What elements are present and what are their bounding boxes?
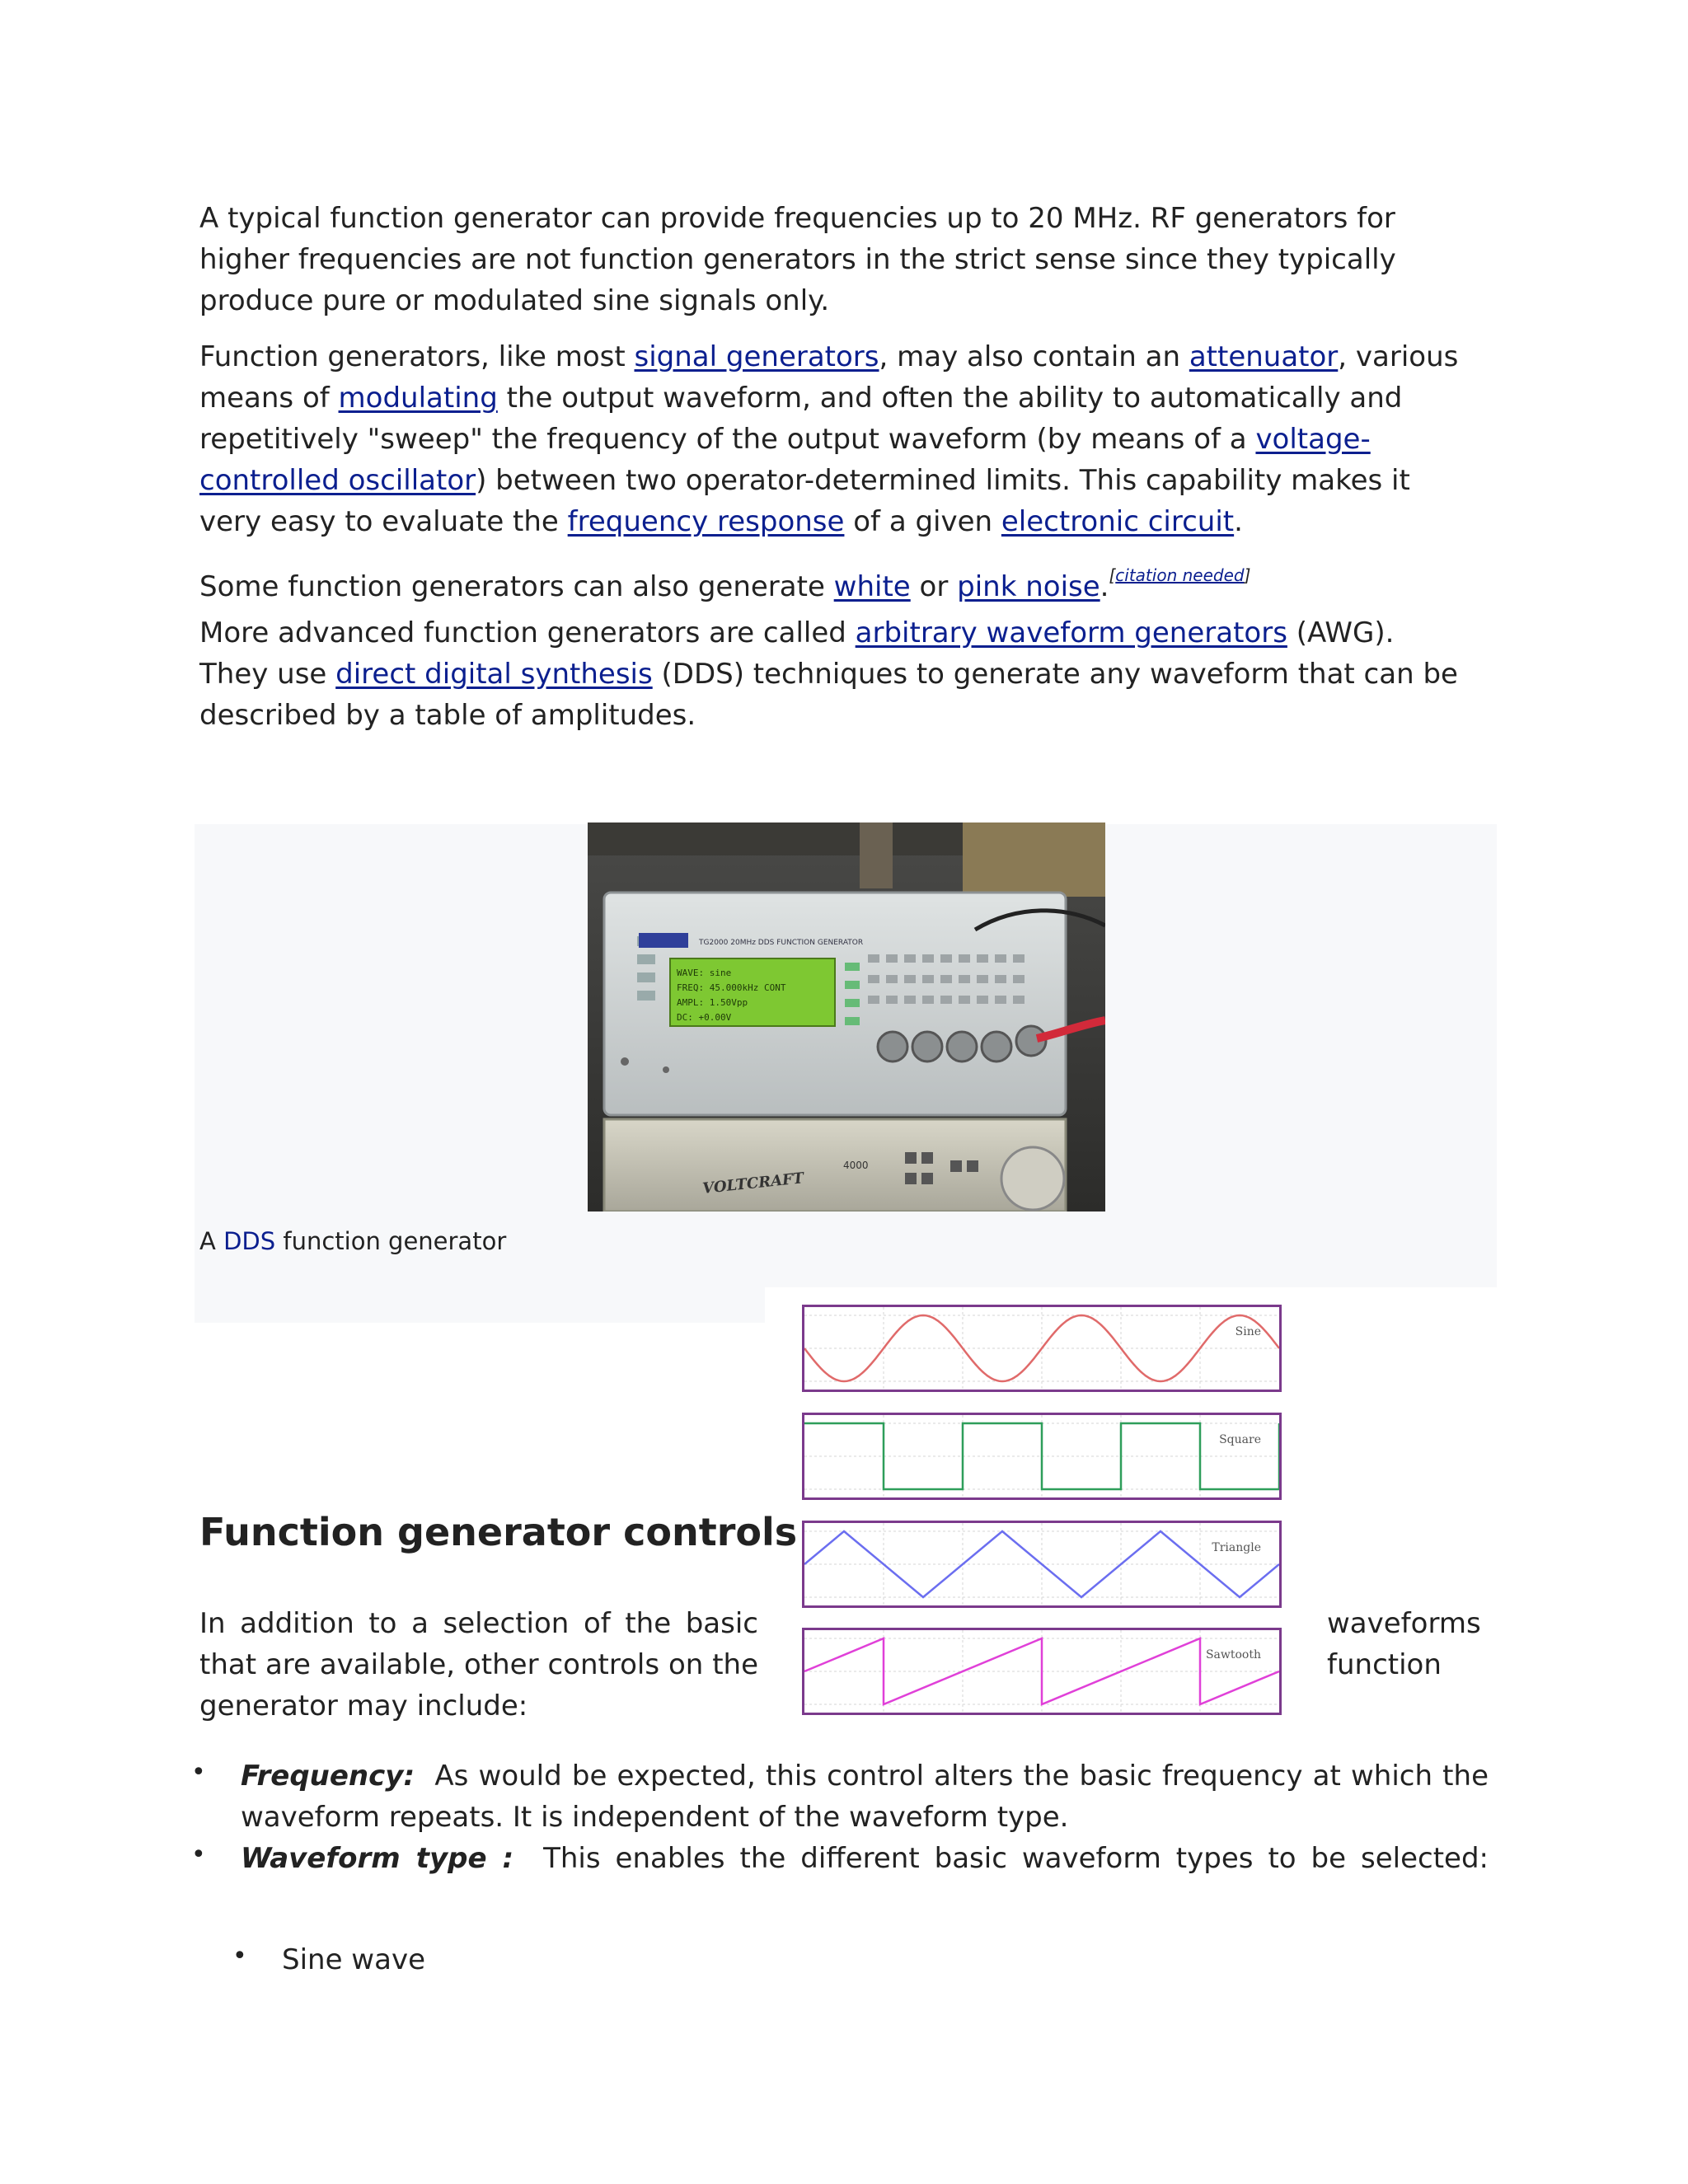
text: More advanced function generators are called [199, 616, 856, 649]
link-dds[interactable]: DDS [223, 1227, 276, 1255]
triangle-waveform-panel [802, 1521, 1282, 1608]
text: . [1100, 570, 1109, 603]
link-signal-generators[interactable]: signal generators [634, 340, 879, 373]
paragraph-noise [199, 555, 1469, 607]
dds-function-generator-photo [588, 823, 1105, 1212]
bullet-term: Frequency: [241, 1760, 415, 1793]
sine-label: Sine [1235, 1325, 1261, 1338]
link-pink-noise[interactable]: pink noise [957, 570, 1100, 603]
bullet-body: This enables the different basic waveform types to be selected: [543, 1842, 1489, 1875]
square-waveform-plot [804, 1415, 1279, 1497]
paragraph-awg [199, 612, 1469, 736]
text: . [1234, 505, 1243, 538]
link-citation-needed[interactable]: citation needed [1115, 565, 1245, 585]
bullet-term: Waveform type : [241, 1842, 514, 1875]
photo-caption: A DDS function generator [199, 1227, 507, 1255]
link-frequency-response[interactable]: frequency response [567, 505, 845, 538]
sawtooth-waveform-plot [804, 1630, 1279, 1713]
square-waveform-panel [802, 1413, 1282, 1500]
triangle-waveform-plot [804, 1523, 1279, 1605]
text: the output waveform, and often the ability to automatically and repetitively "sweep" the frequency of the output waveform (by means of a [199, 382, 1403, 456]
sawtooth-label: Sawtooth [1205, 1648, 1261, 1661]
bullet-waveform-type [241, 1838, 1489, 1879]
link-voltage-controlled-oscillator[interactable]: voltage-controlled oscillator [199, 423, 1371, 497]
text: (DDS) techniques to generate any waveform that can be described by a table of amplitudes. [199, 658, 1458, 732]
svg-text:DC: +0.00V: DC: +0.00V [677, 1012, 732, 1023]
bullet-dot: • [191, 1840, 206, 1869]
svg-text:4000: 4000 [843, 1160, 869, 1171]
bullet-frequency [241, 1755, 1489, 1838]
section-heading: Function generator controls [199, 1510, 798, 1554]
citation-needed: [citation needed] [1109, 565, 1251, 585]
sine-waveform-plot [804, 1307, 1279, 1390]
text: , various means of [199, 340, 1459, 415]
intro-line-2: that are available, other controls on the [199, 1648, 758, 1681]
photo-illustration [588, 823, 1105, 1212]
link-direct-digital-synthesis[interactable]: direct digital synthesis [335, 658, 653, 691]
subbullet-dot: • [232, 1942, 247, 1971]
intro-line-1: In addition to a selection of the basic [199, 1607, 758, 1640]
link-attenuator[interactable]: attenuator [1189, 340, 1339, 373]
paragraph-function-generator-features [199, 336, 1469, 542]
link-white[interactable]: white [833, 570, 911, 603]
text: of a given [844, 505, 1001, 538]
intro-right-2: function [1327, 1648, 1442, 1681]
bullet-body: As would be expected, this control alters the basic frequency at which the waveform repeats. It is independent of the waveform type. [241, 1760, 1489, 1834]
svg-text:TG2000 20MHz DDS FUNCTION GENE: TG2000 20MHz DDS FUNCTION GENERATOR [699, 939, 864, 947]
link-modulating[interactable]: modulating [338, 382, 498, 415]
text: (AWG). They use [199, 616, 1395, 691]
svg-text:FREQ: 45.000kHz CONT: FREQ: 45.000kHz CONT [677, 982, 786, 993]
sawtooth-waveform-panel [802, 1628, 1282, 1715]
intro-right-1: waveforms [1327, 1607, 1481, 1640]
text: ) between two operator-determined limits. This capability makes it very easy to evaluate the [199, 464, 1410, 538]
intro-line-3: generator may include: [199, 1690, 528, 1722]
paragraph-rf-generators: A typical function generator can provide frequencies up to 20 MHz. RF generators for higher frequencies are not function generators in the strict sense since they typically produce pure or modulated sine signals only. [199, 202, 1396, 317]
svg-text:AMPL: 1.50Vpp: AMPL: 1.50Vpp [677, 997, 748, 1008]
link-arbitrary-waveform-generators[interactable]: arbitrary waveform generators [855, 616, 1287, 649]
text: Some function generators can also generate [199, 570, 834, 603]
svg-text:WAVE: sine: WAVE: sine [677, 968, 732, 978]
svg-text:VOLTCRAFT: VOLTCRAFT [701, 1169, 805, 1197]
triangle-label: Triangle [1212, 1541, 1261, 1554]
sine-waveform-panel [802, 1305, 1282, 1392]
link-electronic-circuit[interactable]: electronic circuit [1001, 505, 1235, 538]
square-label: Square [1219, 1433, 1261, 1446]
bullet-dot: • [191, 1758, 206, 1787]
text: Function generators, like most [199, 340, 635, 373]
figure-background-tail [195, 1286, 765, 1323]
text: , may also contain an [879, 340, 1189, 373]
text: or [910, 570, 958, 603]
subbullet-sine-wave: Sine wave [282, 1943, 425, 1976]
